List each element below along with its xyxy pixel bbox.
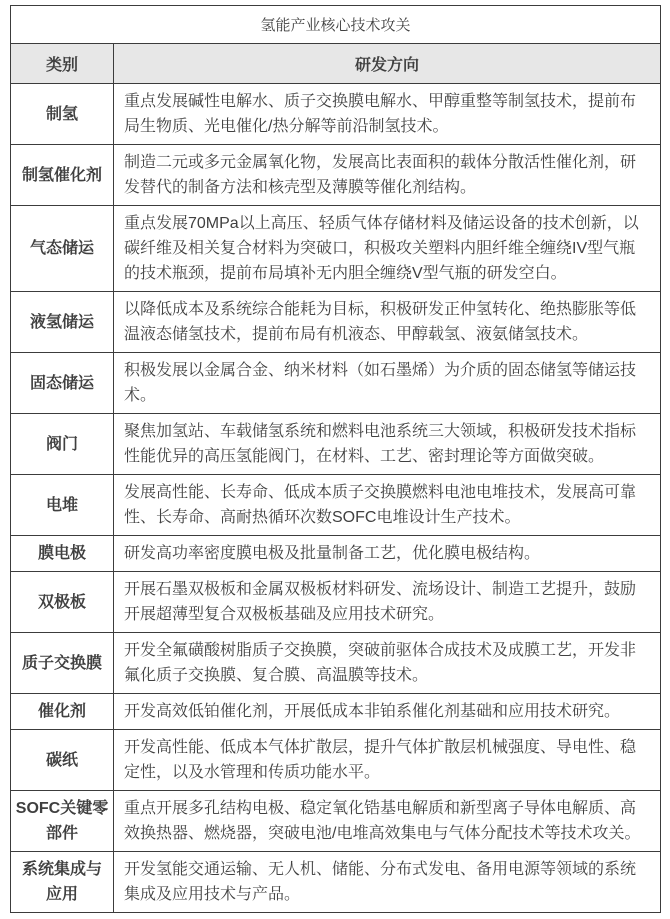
direction-cell: 研发高功率密度膜电极及批量制备工艺，优化膜电极结构。: [114, 536, 661, 572]
table-row: [11, 475, 661, 536]
table-row: [11, 572, 661, 633]
direction-cell: 重点发展碱性电解水、质子交换膜电解水、甲醇重整等制氢技术，提前布局生物质、光电催化/热分解等前沿制氢技术。: [114, 84, 661, 145]
direction-cell: 制造二元或多元金属氧化物，发展高比表面积的载体分散活性催化剂，研发替代的制备方法和核壳型及薄膜等催化剂结构。: [114, 145, 661, 206]
direction-cell: 开发氢能交通运输、无人机、储能、分布式发电、备用电源等领域的系统集成及应用技术与产品。: [114, 852, 661, 913]
table-header-row: [11, 44, 661, 84]
table-row: [11, 353, 661, 414]
table-row: [11, 145, 661, 206]
category-cell: 制氢催化剂: [11, 145, 114, 206]
category-cell: 制氢: [11, 84, 114, 145]
category-cell: 催化剂: [11, 694, 114, 730]
tech-table: [10, 5, 661, 913]
category-cell: 液氢储运: [11, 292, 114, 353]
category-cell: 双极板: [11, 572, 114, 633]
direction-cell: 开发高效低铂催化剂，开展低成本非铂系催化剂基础和应用技术研究。: [114, 694, 661, 730]
column-header-direction: 研发方向: [114, 44, 661, 84]
category-cell: 电堆: [11, 475, 114, 536]
category-cell: 固态储运: [11, 353, 114, 414]
table-row: [11, 292, 661, 353]
table-row: [11, 633, 661, 694]
direction-cell: 重点发展70MPa以上高压、轻质气体存储材料及储运设备的技术创新，以碳纤维及相关复合材料为突破口，积极攻关塑料内胆纤维全缠绕IV型气瓶的技术瓶颈，提前布局填补无内胆全缠绕V型气瓶的研发空白。: [114, 206, 661, 292]
direction-cell: 重点开展多孔结构电极、稳定氧化锆基电解质和新型离子导体电解质、高效换热器、燃烧器，突破电池/电堆高效集电与气体分配技术等技术攻关。: [114, 791, 661, 852]
column-header-category: 类别: [11, 44, 114, 84]
category-cell: SOFC关键零部件: [11, 791, 114, 852]
direction-cell: 开发全氟磺酸树脂质子交换膜，突破前驱体合成技术及成膜工艺，开发非氟化质子交换膜、复合膜、高温膜等技术。: [114, 633, 661, 694]
direction-cell: 以降低成本及系统综合能耗为目标，积极研发正仲氢转化、绝热膨胀等低温液态储氢技术，提前布局有机液态、甲醇载氢、液氨储氢技术。: [114, 292, 661, 353]
direction-cell: 发展高性能、长寿命、低成本质子交换膜燃料电池电堆技术，发展高可靠性、长寿命、高耐热循环次数SOFC电堆设计生产技术。: [114, 475, 661, 536]
category-cell: 碳纸: [11, 730, 114, 791]
category-cell: 质子交换膜: [11, 633, 114, 694]
table-body: [11, 84, 661, 913]
table-row: [11, 536, 661, 572]
category-cell: 阀门: [11, 414, 114, 475]
direction-cell: 开发高性能、低成本气体扩散层，提升气体扩散层机械强度、导电性、稳定性，以及水管理和传质功能水平。: [114, 730, 661, 791]
table-row: [11, 852, 661, 913]
direction-cell: 开展石墨双极板和金属双极板材料研发、流场设计、制造工艺提升，鼓励开展超薄型复合双极板基础及应用技术研究。: [114, 572, 661, 633]
category-cell: 膜电极: [11, 536, 114, 572]
table-row: [11, 206, 661, 292]
category-cell: 系统集成与应用: [11, 852, 114, 913]
direction-cell: 积极发展以金属合金、纳米材料（如石墨烯）为介质的固态储氢等储运技术。: [114, 353, 661, 414]
table-row: [11, 694, 661, 730]
table-row: [11, 730, 661, 791]
table-row: [11, 84, 661, 145]
category-cell: 气态储运: [11, 206, 114, 292]
table-title-row: [11, 6, 661, 44]
table-title: 氢能产业核心技术攻关: [11, 6, 661, 44]
direction-cell: 聚焦加氢站、车载储氢系统和燃料电池系统三大领域，积极研发技术指标性能优异的高压氢能阀门，在材料、工艺、密封理论等方面做突破。: [114, 414, 661, 475]
table-row: [11, 791, 661, 852]
table-row: [11, 414, 661, 475]
